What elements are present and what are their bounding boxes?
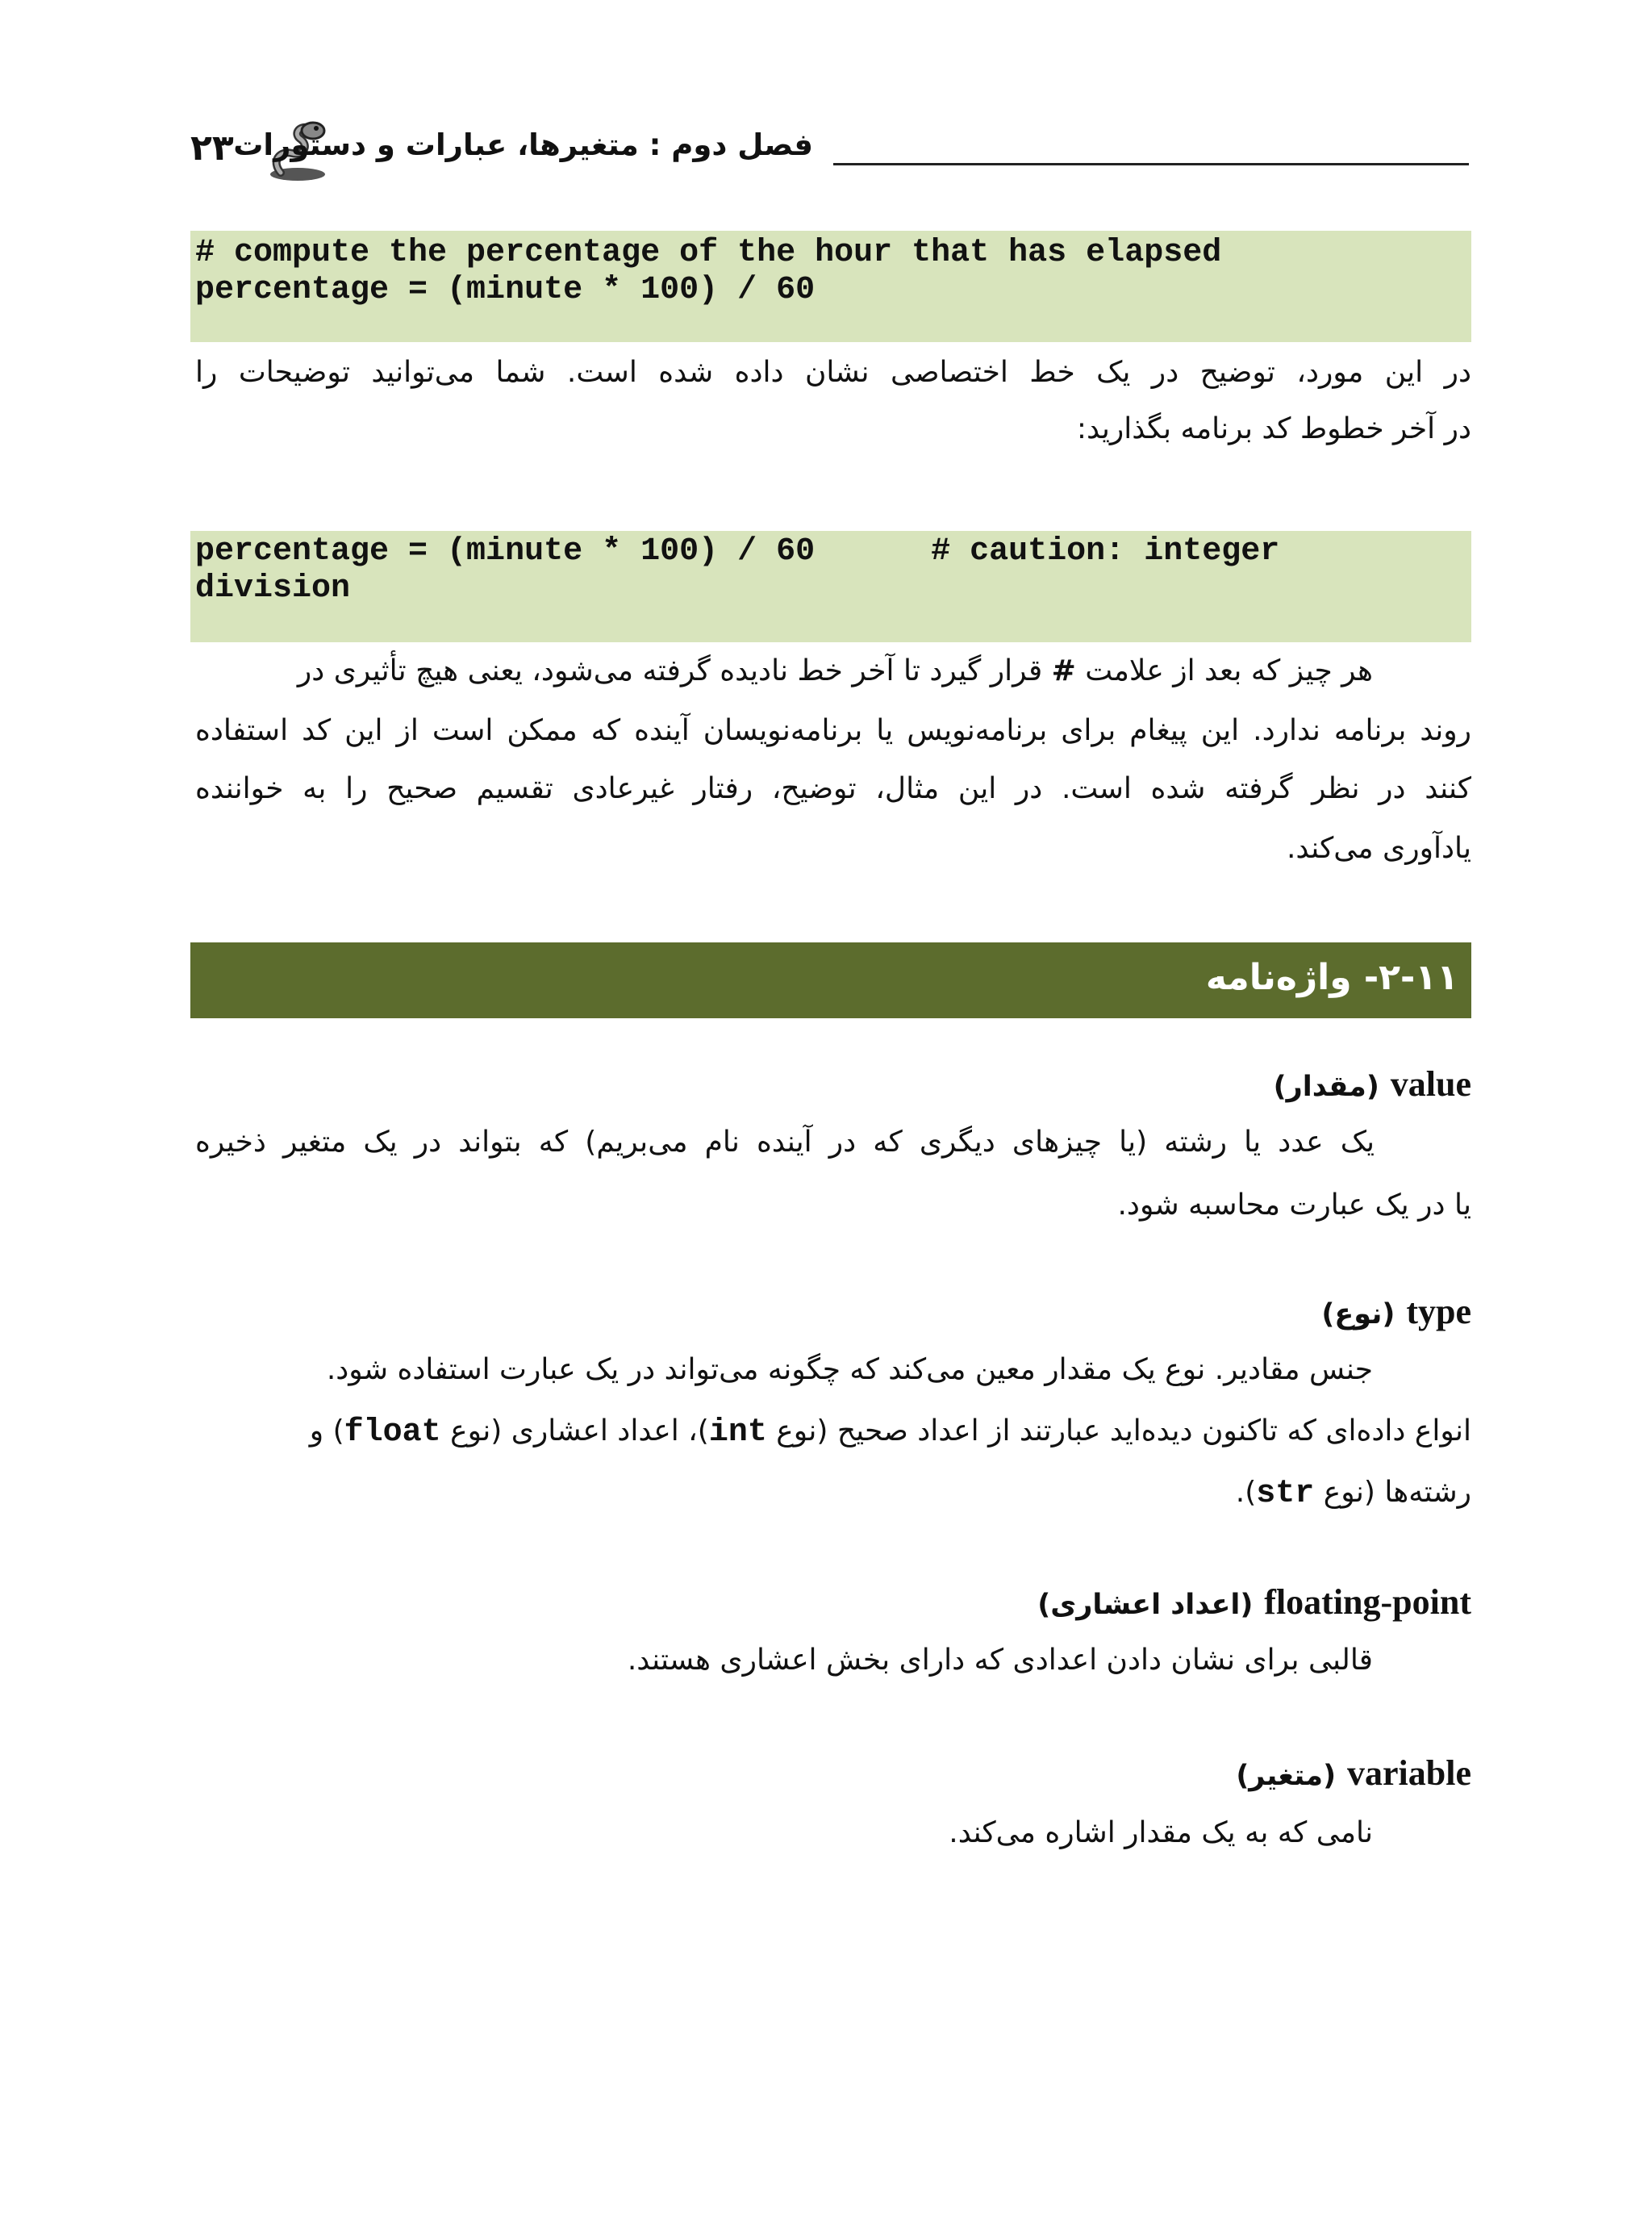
code-keyword-str: str: [1256, 1476, 1315, 1512]
text-run: قرار گیرد تا آخر خط نادیده گرفته می‌شود، یعنی هیچ تأثیری در: [297, 654, 1052, 687]
term-english: value: [1390, 1064, 1471, 1104]
running-title: فصل دوم : متغیرها، عبارات و دستورات: [233, 127, 813, 162]
code-keyword-int: int: [708, 1414, 767, 1451]
code-line: percentage = (minute * 100) / 60: [195, 272, 816, 308]
term-persian: (اعداد اعشاری): [1037, 1589, 1254, 1621]
definition-line: [1236, 1475, 1471, 1514]
definition-line: [310, 1414, 1471, 1452]
text-run: یک عدد یا رشته (یا چیزهای دیگری که در آینده نام می‌بریم) که بتواند در یک متغیر ذخیره: [195, 1126, 1375, 1159]
definition-line: نامی که به یک مقدار اشاره می‌کند.: [949, 1816, 1373, 1849]
text-run: ).: [1235, 1476, 1257, 1509]
term-persian: (متغیر): [1236, 1760, 1337, 1792]
term-english: type: [1406, 1292, 1471, 1331]
text-run: هر چیز که بعد از علامت: [1075, 654, 1373, 687]
paragraph-line: در آخر خطوط کد برنامه بگذارید:: [1076, 412, 1471, 445]
header-rule: [833, 163, 1469, 165]
paragraph-line: [298, 654, 1373, 688]
code-line: percentage = (minute * 100) / 60 # caution: integer: [195, 533, 1280, 570]
glossary-term-value: [1274, 1063, 1471, 1105]
text-run: ) و: [309, 1414, 344, 1448]
paragraph-line: در این مورد، توضیح در یک خط اختصاصی نشان داده شده است. شما می‌توانید توضیحات را: [195, 356, 1471, 389]
code-block: [190, 531, 1471, 642]
section-title: ۲-۱۱- واژه‌نامه: [1205, 957, 1458, 998]
code-line: division: [195, 570, 351, 607]
definition-line: [195, 1125, 1471, 1159]
text-run: انواع داده‌ای که تاکنون دیده‌اید عبارتند از اعداد صحیح (نوع: [766, 1414, 1471, 1448]
paragraph-line: کنند در نظر گرفته شده است. در این مثال، توضیح، رفتار غیرعادی تقسیم صحیح را به خواننده: [195, 772, 1471, 805]
term-persian: (نوع): [1321, 1298, 1395, 1331]
paragraph-line: یادآوری می‌کند.: [1286, 832, 1471, 865]
term-persian: (مقدار): [1273, 1071, 1379, 1103]
code-line: # compute the percentage of the hour that has elapsed: [195, 235, 1222, 271]
term-english: variable: [1347, 1753, 1471, 1793]
definition-line: جنس مقادیر. نوع یک مقدار معین می‌کند که چگونه می‌تواند در یک عبارت استفاده شود.: [326, 1353, 1373, 1386]
code-keyword-float: float: [344, 1414, 441, 1451]
term-english: floating-point: [1264, 1582, 1471, 1622]
section-heading-bar: [190, 942, 1471, 1018]
glossary-term-floating-point: [1037, 1581, 1471, 1623]
code-block: [190, 231, 1471, 342]
text-run: )، اعداد اعشاری (نوع: [440, 1414, 709, 1448]
hash-symbol: #: [1051, 654, 1076, 687]
page-number: ۲۳: [190, 127, 234, 169]
glossary-term-variable: [1236, 1752, 1471, 1794]
paragraph-line: روند برنامه ندارد. این پیغام برای برنامه‌نویس یا برنامه‌نویسان آینده که ممکن است از این کد استفاده: [195, 714, 1471, 747]
text-run: رشته‌ها (نوع: [1314, 1476, 1471, 1509]
glossary-term-type: [1321, 1291, 1471, 1332]
definition-line: یا در یک عبارت محاسبه شود.: [1117, 1189, 1471, 1222]
definition-line: قالبی برای نشان دادن اعدادی که دارای بخش اعشاری هستند.: [627, 1644, 1373, 1677]
